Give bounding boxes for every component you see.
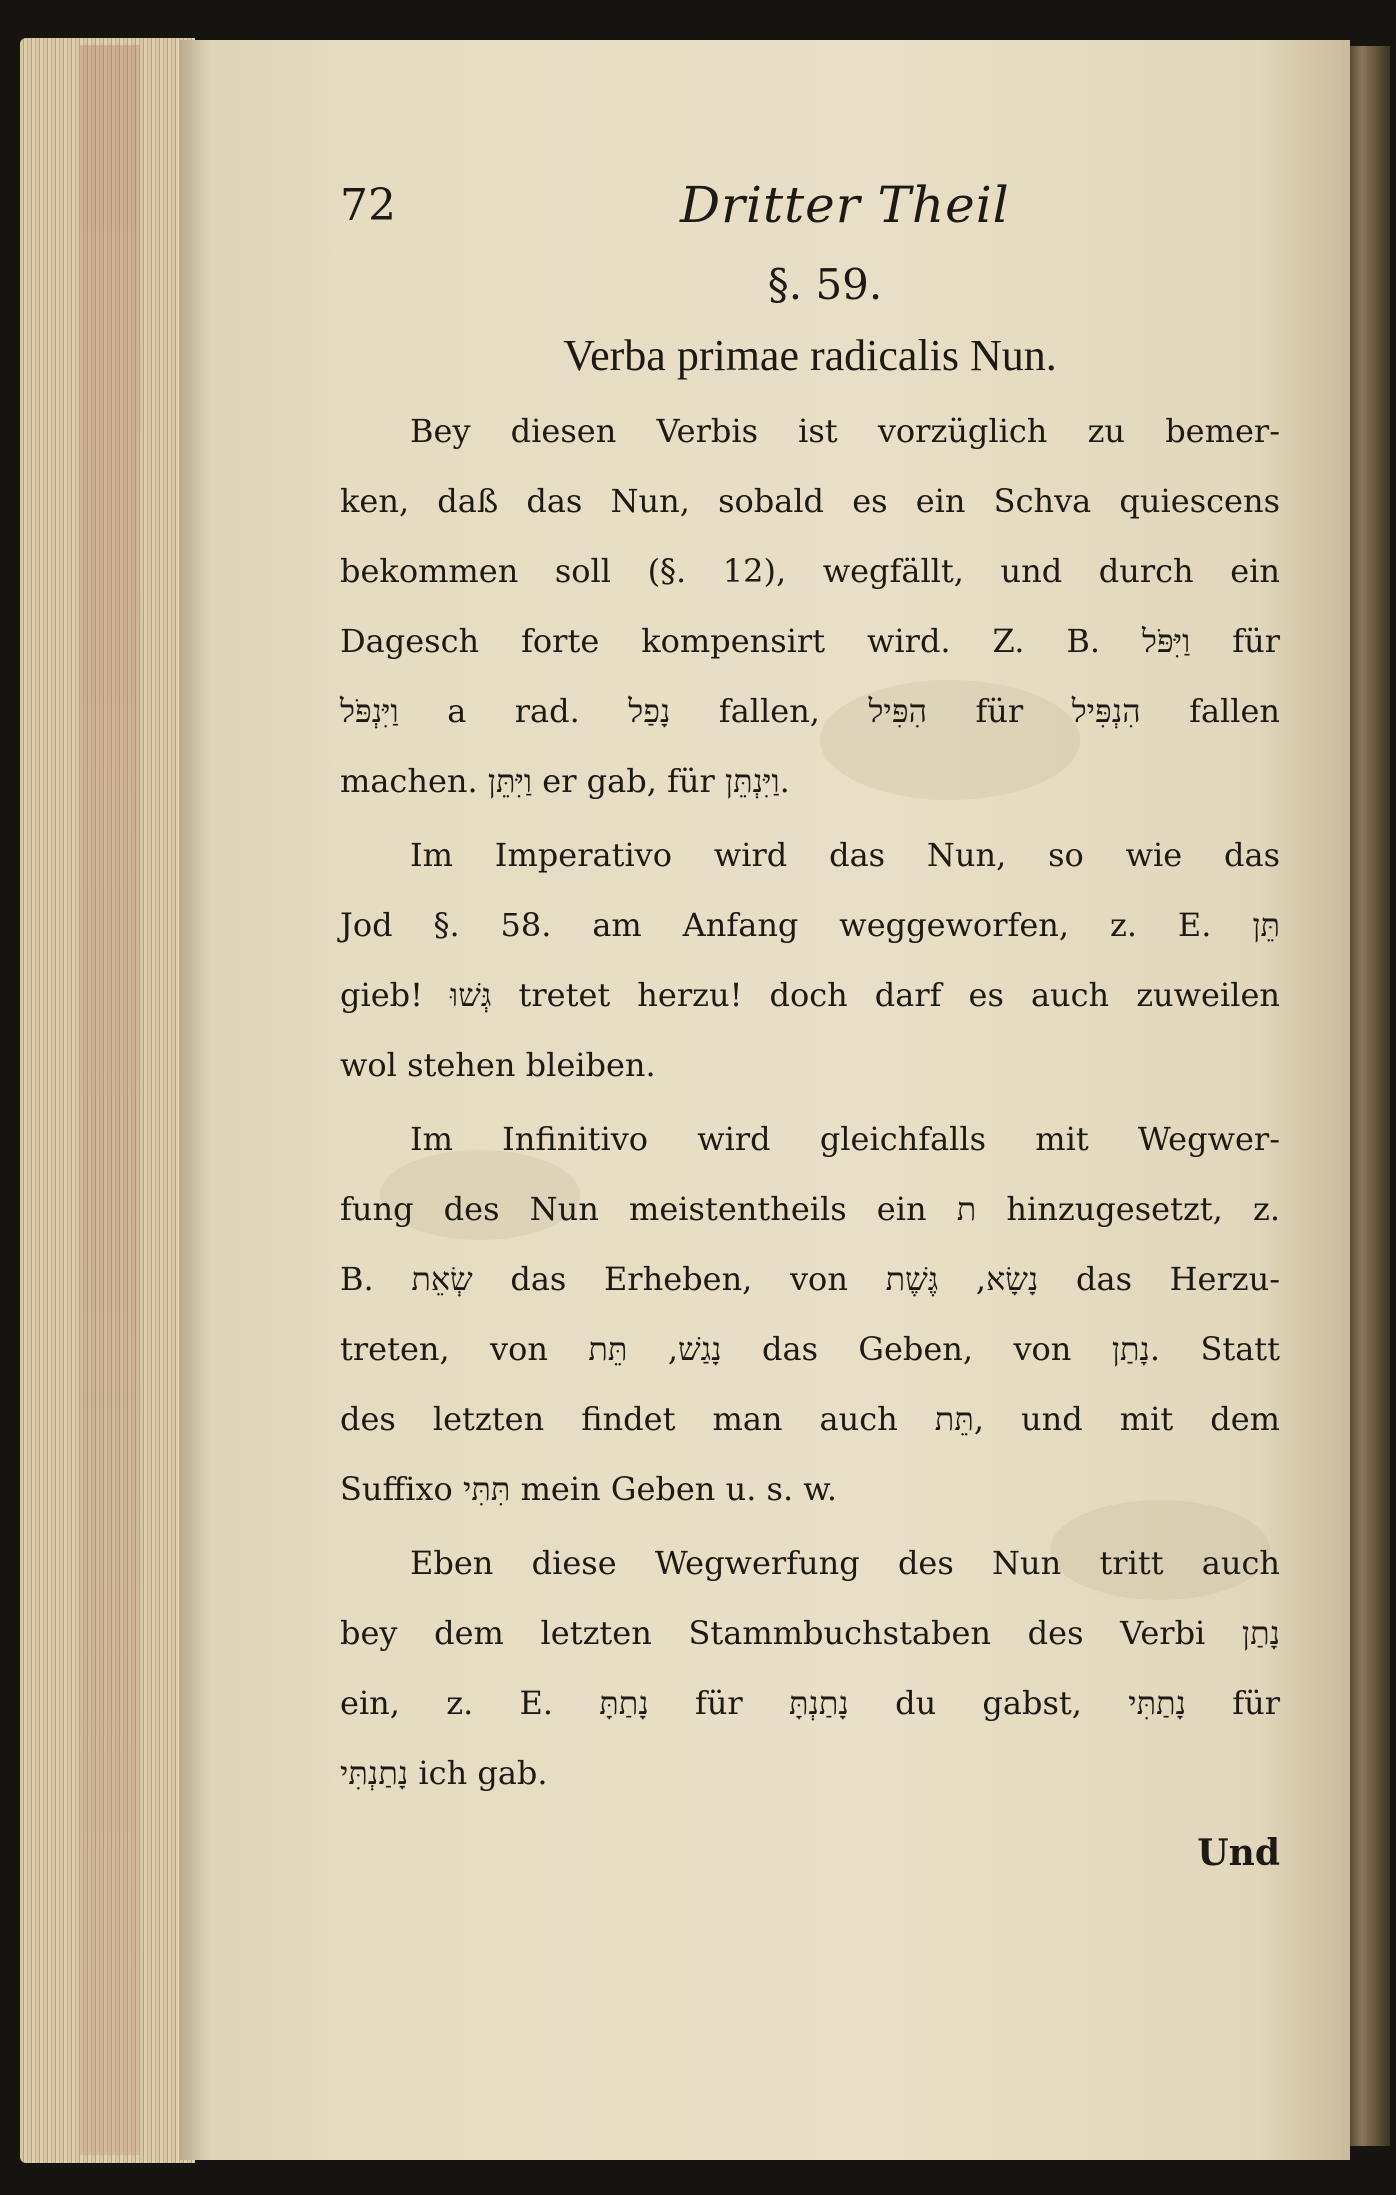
text-line: וַיִּנְפֹּל a rad. נָפַל fallen, הִפִּיל für הִנְפִּיל fallen	[340, 692, 1281, 730]
page-number: 72	[340, 180, 396, 231]
text-line: machen. וַיִּתֵּן er gab, für וַיִּנְתֵּן.	[340, 762, 790, 800]
text-block	[340, 170, 1280, 1874]
running-title: Dritter Theil	[680, 176, 1010, 234]
text-line: wol stehen bleiben.	[340, 1046, 656, 1084]
gutter-shadow	[180, 40, 210, 2160]
running-head	[340, 170, 1280, 250]
section-heading: Verba primae radicalis Nun.	[563, 331, 1057, 380]
text-line: treten, von נָגַשׁ, תֵּת das Geben, von נָתַן. Statt	[340, 1330, 1281, 1368]
page-edge-stain	[80, 45, 140, 2155]
text-line: ken, daß das Nun, sobald es ein Schva quiescens	[340, 482, 1280, 520]
text-line: Im Infinitivo wird gleichfalls mit Wegwer-	[410, 1120, 1280, 1158]
text-line: נָתַנְתִּי ich gab.	[340, 1754, 548, 1792]
text-line: Bey diesen Verbis ist vorzüglich zu bemer-	[410, 412, 1280, 450]
text-line: Eben diese Wegwerfung des Nun tritt auch	[410, 1544, 1280, 1582]
text-line: Suffixo תִּתִּי mein Geben u. s. w.	[340, 1470, 838, 1508]
paragraph	[340, 820, 1280, 1100]
text-line: fung des Nun meistentheils ein ת hinzugesetzt, z.	[340, 1190, 1281, 1228]
text-line: Jod §. 58. am Anfang weggeworfen, z. E. תֵּן	[340, 906, 1280, 944]
text-line: bey dem letzten Stammbuchstaben des Verbi נָתַן	[340, 1614, 1280, 1652]
paragraph	[340, 1104, 1280, 1524]
text-line: ein, z. E. נָתַתָּ für נָתַנְתָּ du gabst, נָתַתִּי für	[340, 1684, 1281, 1722]
catchword: Und	[1197, 1832, 1280, 1874]
book-right-edge	[1350, 46, 1390, 2146]
text-line: B. שְׂאֵת das Erheben, von נָשָׂא, גֶּשֶׁת das Herzu-	[340, 1260, 1281, 1298]
text-line: Im Imperativo wird das Nun, so wie das	[410, 836, 1280, 874]
paragraph	[340, 1528, 1280, 1808]
text-line: gieb! גְּשׁוּ tretet herzu! doch darf es auch zuweilen	[340, 976, 1281, 1014]
text-line: Dagesch forte kompensirt wird. Z. B. וַיִּפֹּל für	[340, 622, 1280, 660]
paragraph	[340, 396, 1280, 816]
section-number: §. 59.	[767, 260, 883, 309]
text-line: des letzten findet man auch תֵּת, und mit dem	[340, 1400, 1281, 1438]
text-line: bekommen soll (§. 12), wegfällt, und durch ein	[340, 552, 1280, 590]
